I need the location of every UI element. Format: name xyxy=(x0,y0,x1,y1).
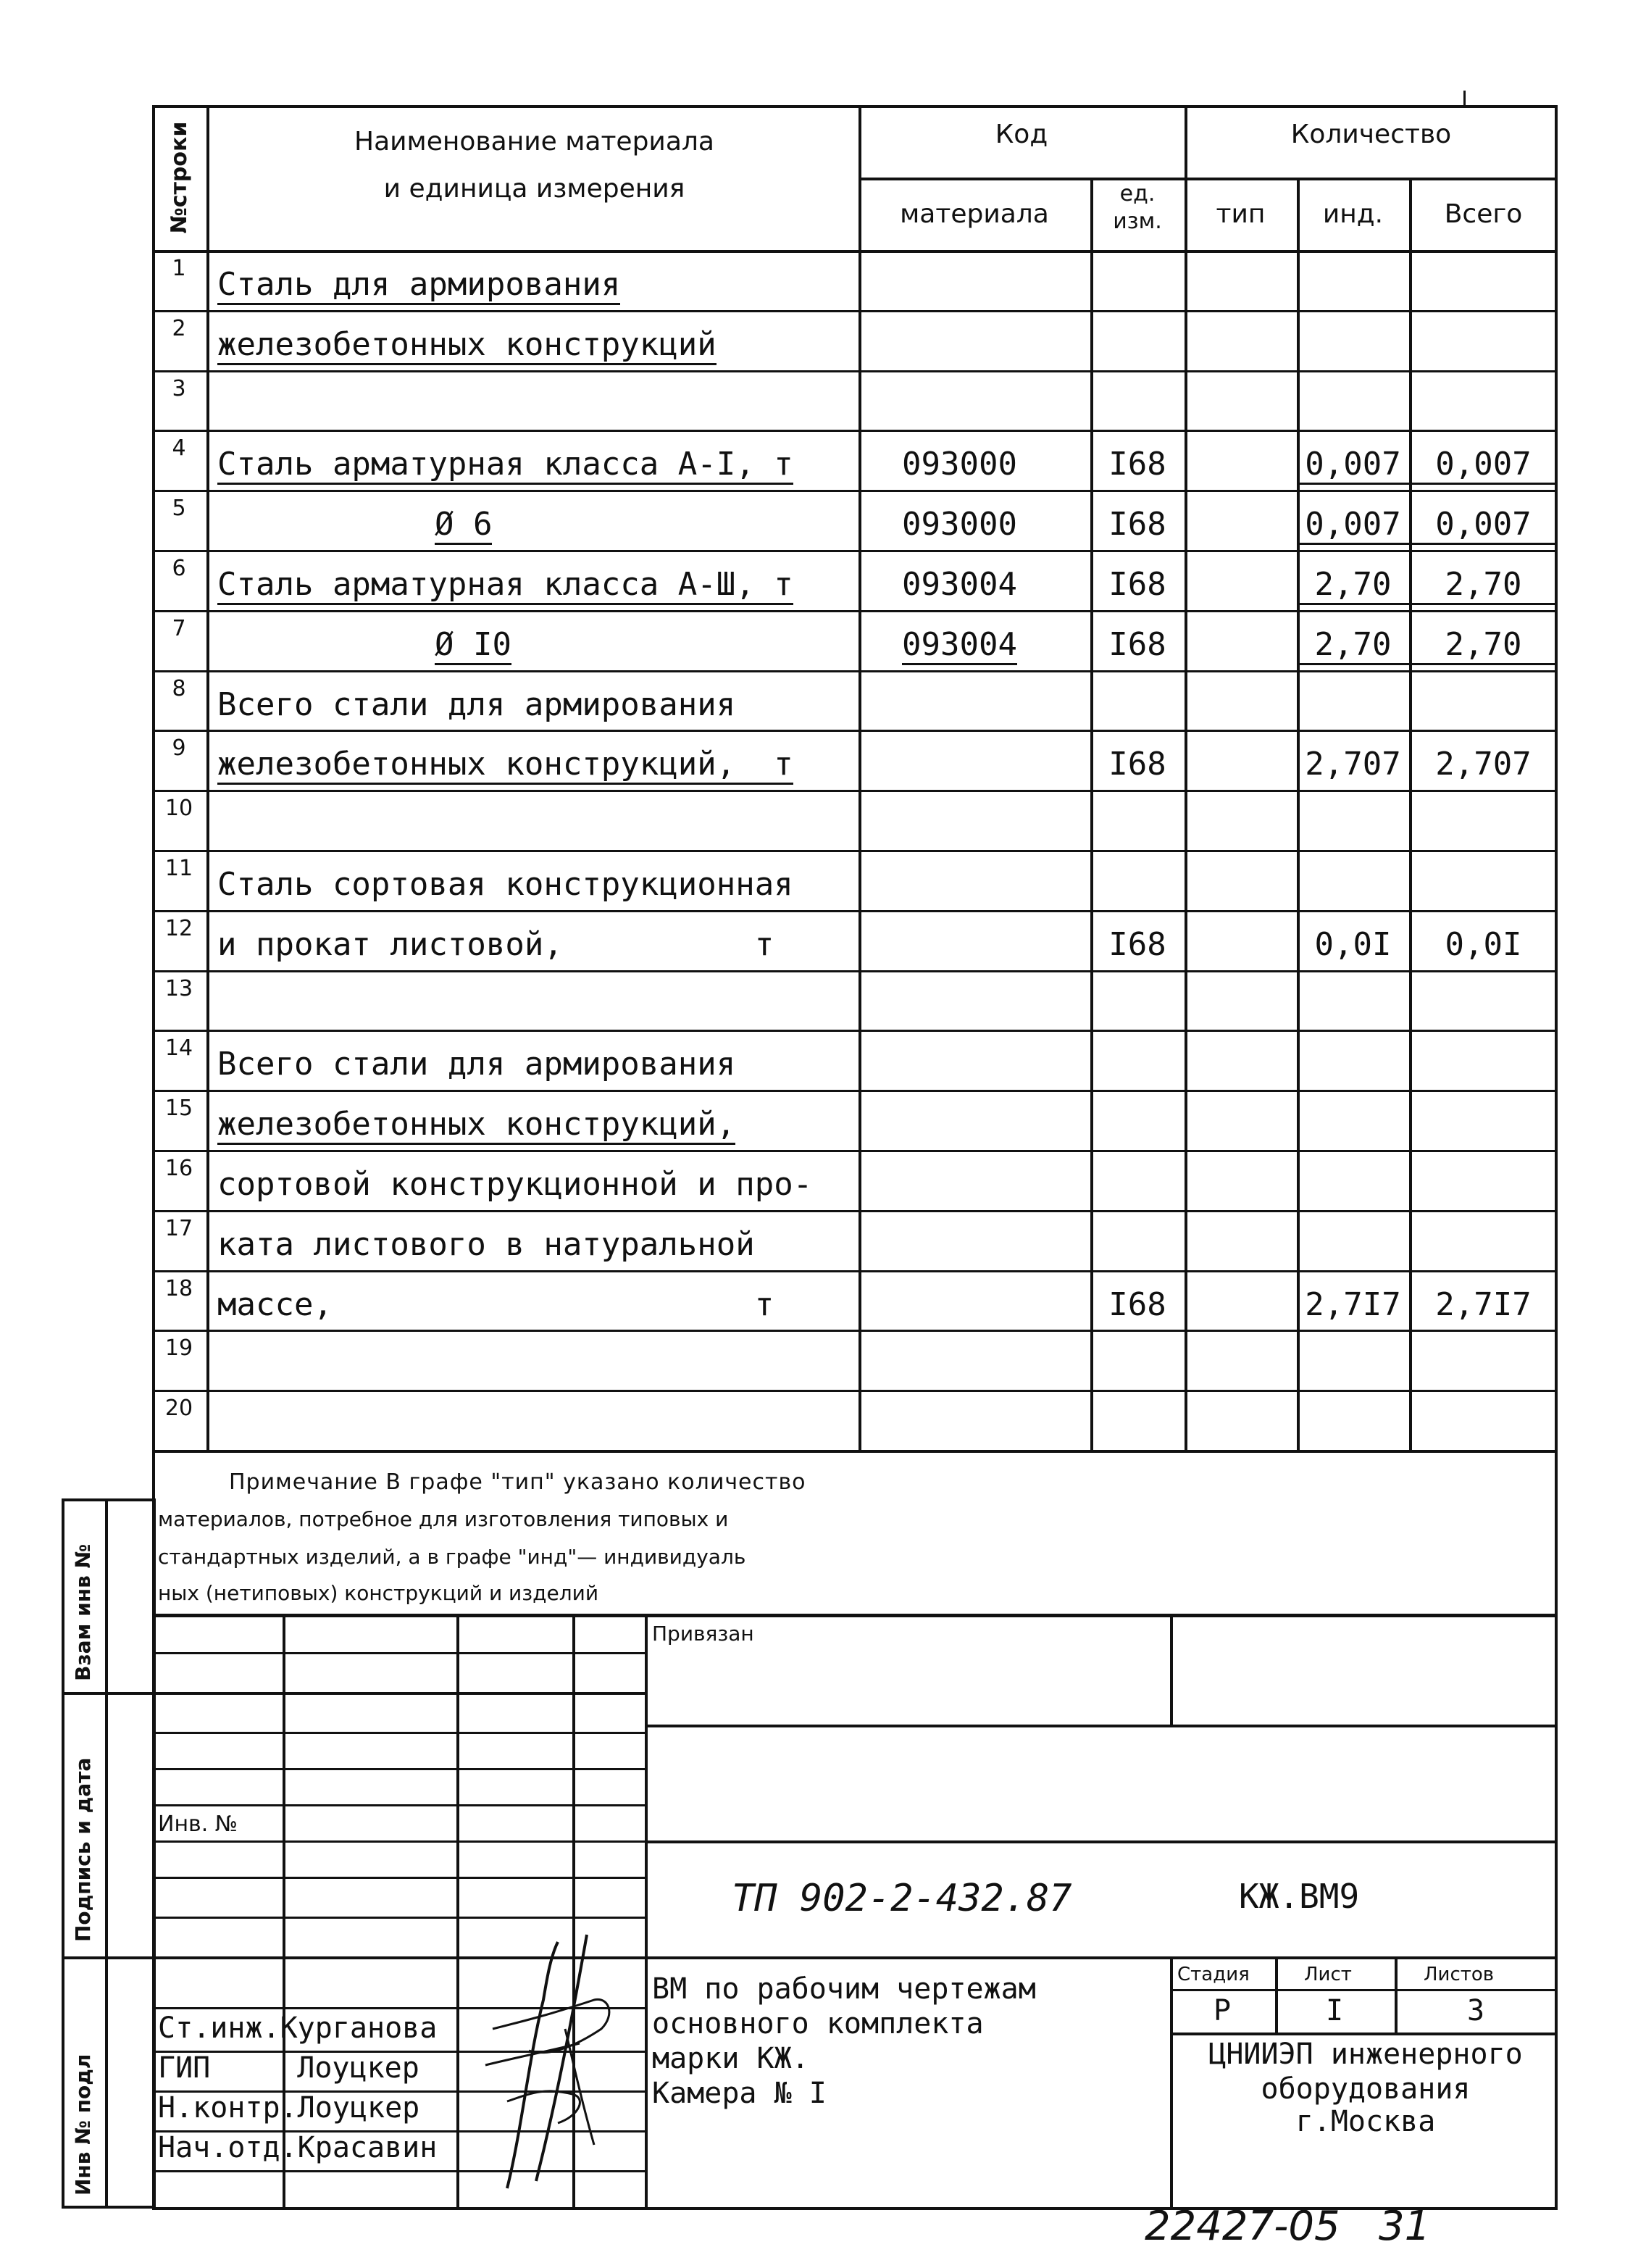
signer-1 xyxy=(158,2011,437,2045)
cell-ind: 2,70 xyxy=(1297,626,1409,665)
header-row-no xyxy=(158,109,201,246)
stage-value-line xyxy=(1170,2033,1558,2035)
row-divider xyxy=(152,1270,1558,1272)
header-name-line1: Наименование материала xyxy=(354,127,714,157)
org-line-3: г.Москва xyxy=(1295,2105,1436,2138)
cell-name: и прокат листовой, т xyxy=(217,925,774,963)
row-number: 20 xyxy=(164,1396,193,1422)
cell-name: Ø I0 xyxy=(435,626,511,665)
cell-total: 2,707 xyxy=(1435,746,1532,783)
col-line-type xyxy=(1297,178,1300,1453)
stage-block-divider xyxy=(1170,1956,1173,2210)
side-label-vzam: Взам инв № xyxy=(71,1543,95,1681)
col-line-ind xyxy=(1409,178,1412,1453)
row-number: 17 xyxy=(164,1215,193,1241)
row-number: 12 xyxy=(164,915,193,941)
cell-ind: 0,0I xyxy=(1314,925,1392,963)
note-line-2: материалов, потребное для изготовления типовых и xyxy=(158,1507,729,1531)
header-ind: инд. xyxy=(1322,199,1384,229)
row-divider xyxy=(152,850,1558,852)
row-number: 19 xyxy=(164,1335,193,1362)
signer-3 xyxy=(158,2091,419,2125)
signer-4 xyxy=(158,2131,437,2164)
cell-total: 2,70 xyxy=(1409,566,1558,605)
cell-name: железобетонных конструкций, т xyxy=(217,746,793,785)
signer-4-role: Нач.отд. xyxy=(158,2131,298,2164)
cell-unit: I68 xyxy=(1108,1285,1166,1323)
cell-code: 093004 xyxy=(902,566,1017,603)
row-divider xyxy=(152,730,1558,732)
header-unit-1: ед. xyxy=(1119,181,1156,207)
left-margin-divider xyxy=(105,1498,108,2209)
stamp-row-6 xyxy=(152,1840,645,1843)
stamp-row-3 xyxy=(152,1732,645,1734)
cell-code: 093000 xyxy=(902,506,1017,543)
cell-name: ката листового в натуральной xyxy=(217,1225,755,1263)
header-unit-2: изм. xyxy=(1113,209,1162,234)
row-divider xyxy=(152,610,1558,612)
row-divider xyxy=(152,790,1558,792)
stamp-row-4 xyxy=(152,1768,645,1770)
row-number: 1 xyxy=(172,256,186,281)
cell-name: железобетонных конструкций xyxy=(217,326,717,365)
header-material: материала xyxy=(900,199,1049,229)
note-line-1: Примечание В графе "тип" указано количество xyxy=(229,1469,806,1495)
col-line-name xyxy=(859,105,861,1453)
note-line-3: стандартных изделий, а в графе "инд"— индивидуаль xyxy=(158,1545,746,1569)
stamp-row-2 xyxy=(152,1692,645,1695)
row-number: 11 xyxy=(164,856,193,881)
row-divider xyxy=(152,1030,1558,1032)
row-number: 14 xyxy=(164,1035,193,1062)
title-line-3: марки КЖ. xyxy=(652,2042,809,2075)
corner-tick xyxy=(1463,91,1466,107)
left-margin-sep-1 xyxy=(62,1692,156,1695)
row-number: 18 xyxy=(164,1275,193,1301)
row-number: 4 xyxy=(172,435,186,462)
cell-name: Сталь арматурная класса А-I, т xyxy=(217,446,793,485)
cell-name: Ø 6 xyxy=(435,506,492,545)
header-bottom-line xyxy=(152,250,1558,253)
org-line-1: ЦНИИЭП инженерного xyxy=(1208,2038,1523,2071)
cell-code: 093000 xyxy=(902,446,1017,483)
row-divider xyxy=(152,1210,1558,1212)
header-total: Всего xyxy=(1444,199,1523,229)
row-number: 10 xyxy=(164,796,193,822)
row-number: 6 xyxy=(172,556,186,581)
row-divider xyxy=(152,1150,1558,1152)
cell-name: Сталь сортовая конструкционная xyxy=(217,866,793,903)
row-number: 16 xyxy=(164,1156,193,1181)
archive-number: 22427-05 31 xyxy=(1145,2203,1431,2250)
cell-unit: I68 xyxy=(1108,566,1166,603)
header-code: Код xyxy=(995,120,1048,149)
row-divider xyxy=(152,550,1558,552)
cell-name: Сталь для армирования xyxy=(217,266,620,305)
signer-2-role: ГИП xyxy=(158,2051,211,2085)
cell-total: 0,0I xyxy=(1445,925,1522,963)
sheets-value: 3 xyxy=(1467,1994,1485,2027)
note-line-4: ных (нетиповых) конструкций и изделий xyxy=(158,1581,599,1605)
signer-1-role: Ст.инж. xyxy=(158,2011,280,2045)
sheets-label: Листов xyxy=(1424,1964,1495,1985)
left-margin-sep-2 xyxy=(62,1956,156,1959)
row-divider xyxy=(152,1330,1558,1332)
cell-unit: I68 xyxy=(1108,925,1166,963)
header-quantity: Количество xyxy=(1290,120,1452,149)
row-number: 9 xyxy=(172,735,186,762)
side-label-inv-podl: Инв № подл xyxy=(71,2054,95,2196)
signer-3-name: Лоуцкер xyxy=(297,2091,420,2125)
stage-label: Стадия xyxy=(1177,1964,1250,1985)
sheet-label: Лист xyxy=(1304,1964,1352,1985)
title-line-2: основного комплекта xyxy=(652,2007,984,2040)
cell-ind: 2,707 xyxy=(1305,746,1401,783)
row-number: 7 xyxy=(172,615,186,641)
doc-mark: КЖ.ВМ9 xyxy=(1239,1877,1360,1916)
cell-name: массе, т xyxy=(217,1285,774,1323)
row-divider xyxy=(152,430,1558,432)
sheet-value: I xyxy=(1326,1994,1344,2027)
stamp-right-line-2 xyxy=(645,1840,1558,1843)
header-subline xyxy=(859,178,1558,180)
stamp-right-line-1 xyxy=(645,1725,1558,1727)
cell-ind: 0,007 xyxy=(1297,446,1409,485)
row-divider xyxy=(152,970,1558,972)
row-number: 13 xyxy=(164,975,193,1001)
privyazan-divider xyxy=(1170,1614,1173,1725)
cell-name: Всего стали для армирования xyxy=(217,685,736,723)
cell-total: 0,007 xyxy=(1409,506,1558,545)
title-line-4: Камера № I xyxy=(652,2077,827,2110)
stamp-col-4 xyxy=(645,1614,648,2210)
cell-ind: 0,007 xyxy=(1297,506,1409,545)
org-line-2: оборудования xyxy=(1261,2072,1471,2106)
row-divider xyxy=(152,1090,1558,1092)
stage-value: Р xyxy=(1213,1994,1232,2027)
signer-2 xyxy=(158,2051,419,2085)
cell-name: сортовой конструкционной и про- xyxy=(217,1166,813,1203)
row-number: 8 xyxy=(172,675,186,701)
signer-3-role: Н.контр. xyxy=(158,2091,298,2125)
row-number: 5 xyxy=(172,496,186,522)
header-row-no-text: №строки xyxy=(167,121,192,234)
signer-1-name: Курганова xyxy=(280,2011,438,2045)
header-type: тип xyxy=(1216,199,1266,229)
header-name-line2: и единица измерения xyxy=(383,174,685,204)
cell-total: 2,70 xyxy=(1409,626,1558,665)
row-number: 15 xyxy=(164,1096,193,1122)
stage-col-2 xyxy=(1395,1956,1398,2033)
inv-no-label: Инв. № xyxy=(158,1812,238,1837)
stamp-col-2 xyxy=(456,1614,459,2210)
stage-col-1 xyxy=(1275,1956,1278,2033)
cell-unit: I68 xyxy=(1108,446,1166,483)
stage-label-line xyxy=(1170,1989,1558,1991)
signer-4-name: Красавин xyxy=(297,2131,438,2164)
signature-scribble xyxy=(464,1913,638,2203)
cell-total: 2,7I7 xyxy=(1435,1285,1532,1323)
cell-name: Всего стали для армирования xyxy=(217,1046,736,1083)
doc-code: ТП 902-2-432.87 xyxy=(732,1877,1072,1920)
row-divider xyxy=(152,910,1558,912)
cell-ind: 2,7I7 xyxy=(1305,1285,1401,1323)
cell-name: железобетонных конструкций, xyxy=(217,1106,735,1145)
row-divider xyxy=(152,310,1558,312)
row-number: 2 xyxy=(172,315,186,341)
col-line-rownum xyxy=(206,105,209,1453)
cell-name: Сталь арматурная класса А-Ш, т xyxy=(217,566,793,605)
cell-ind: 2,70 xyxy=(1297,566,1409,605)
title-line-1: ВМ по рабочим чертежам xyxy=(652,1972,1036,2006)
stamp-row-1 xyxy=(152,1652,645,1654)
row-divider xyxy=(152,490,1558,492)
cell-code: 093004 xyxy=(902,626,1017,665)
col-line-unit xyxy=(1185,105,1187,1453)
cell-unit: I68 xyxy=(1108,506,1166,543)
row-number: 3 xyxy=(172,375,186,401)
cell-total: 0,007 xyxy=(1409,446,1558,485)
row-divider xyxy=(152,670,1558,672)
row-divider xyxy=(152,370,1558,372)
stamp-row-7 xyxy=(152,1877,645,1879)
col-line-code xyxy=(1090,178,1093,1453)
privyazan-label: Привязан xyxy=(652,1622,754,1646)
signer-2-name: Лоуцкер xyxy=(297,2051,419,2085)
stamp-right-line-3 xyxy=(645,1956,1558,1959)
cell-unit: I68 xyxy=(1108,625,1166,663)
side-label-podpis: Подпись и дата xyxy=(71,1757,95,1942)
cell-unit: I68 xyxy=(1108,746,1166,783)
stamp-row-5 xyxy=(152,1804,645,1806)
row-divider xyxy=(152,1390,1558,1392)
